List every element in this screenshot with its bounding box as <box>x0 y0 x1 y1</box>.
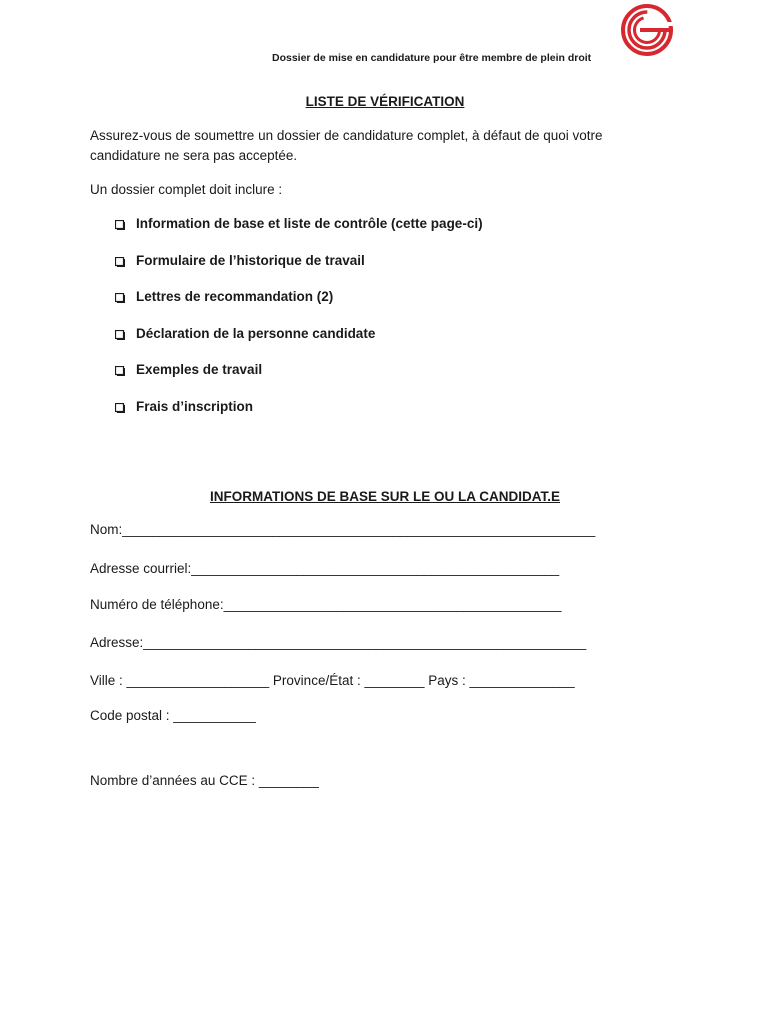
phone-field[interactable]: Numéro de téléphone:_____________________________________________ <box>90 597 562 612</box>
checkbox-icon[interactable] <box>115 220 125 230</box>
checkbox-icon[interactable] <box>115 257 125 267</box>
checkbox-icon[interactable] <box>115 330 125 340</box>
checklist-item-label: Frais d’inscription <box>136 398 254 414</box>
checkbox-icon[interactable] <box>115 403 125 413</box>
checklist-item-label: Lettres de recommandation (2) <box>136 289 334 304</box>
checklist-item-label: Déclaration de la personne candidate <box>136 325 376 341</box>
checklist-item-basic-info[interactable] <box>115 216 483 253</box>
checklist-title: LISTE DE VÉRIFICATION <box>305 94 465 109</box>
checklist <box>115 216 483 435</box>
years-field[interactable]: Nombre d’années au CCE : ________ <box>90 773 319 788</box>
checklist-item-label: Information de base et liste de contrôle (cette page-ci) <box>136 216 483 231</box>
checkbox-icon[interactable] <box>115 293 125 303</box>
cce-logo <box>618 4 676 56</box>
document-header: Dossier de mise en candidature pour être membre de plein droit <box>272 52 592 64</box>
address-field[interactable]: Adresse:___________________________________________________________ <box>90 635 587 650</box>
checklist-item-label: Exemples de travail <box>136 362 263 377</box>
location-fields[interactable]: Ville : ___________________ Province/État : ________ Pays : ______________ <box>90 673 575 688</box>
checklist-item-work-history[interactable] <box>115 253 483 290</box>
name-field[interactable]: Nom:_______________________________________________________________ <box>90 522 596 537</box>
email-field[interactable]: Adresse courriel:_________________________________________________ <box>90 561 560 576</box>
intro-paragraph: Assurez-vous de soumettre un dossier de candidature complet, à défaut de quoi votre candidature ne sera pas acceptée. <box>90 128 603 163</box>
checklist-item-declaration[interactable] <box>115 326 483 363</box>
checkbox-icon[interactable] <box>115 366 125 376</box>
checklist-item-fees[interactable] <box>115 399 483 436</box>
postal-code-field[interactable]: Code postal : ___________ <box>90 708 256 723</box>
checklist-lead: Un dossier complet doit inclure : <box>90 182 283 197</box>
info-section-title: INFORMATIONS DE BASE SUR LE OU LA CANDIDAT.E <box>209 489 560 504</box>
checklist-item-recommendations[interactable] <box>115 289 483 326</box>
checklist-item-work-samples[interactable] <box>115 362 483 399</box>
checklist-item-label: Formulaire de l’historique de travail <box>136 252 365 268</box>
